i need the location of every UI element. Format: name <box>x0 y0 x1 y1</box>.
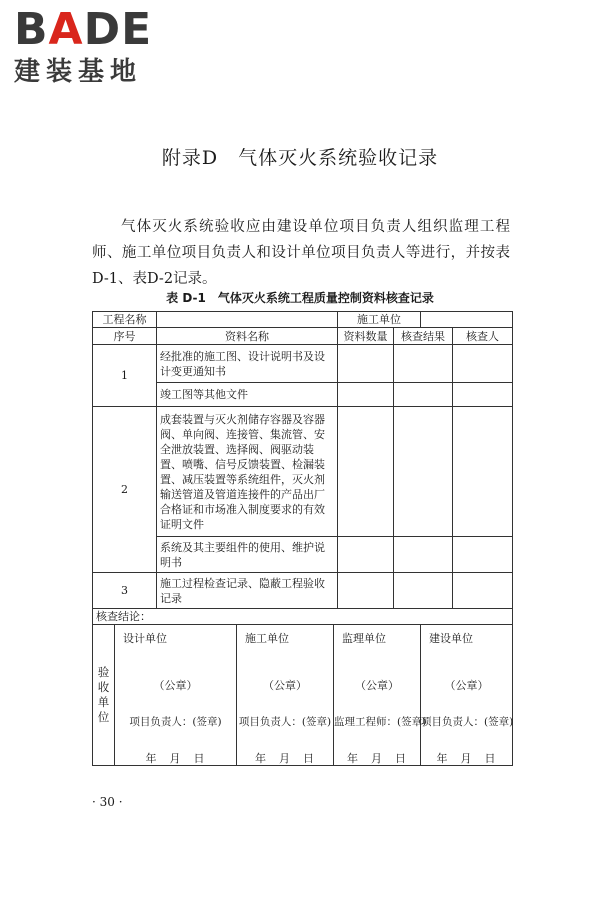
doc-count-cell[interactable] <box>338 573 394 609</box>
construction-unit-label: 施工单位 <box>338 312 421 328</box>
signature-block-owner[interactable] <box>421 625 513 766</box>
checker-header: 核查人 <box>453 328 513 345</box>
signature-unit: 监理单位 <box>342 632 386 645</box>
signature-block-supervision[interactable] <box>334 625 427 766</box>
table-row <box>93 573 513 609</box>
doc-count-cell[interactable] <box>338 383 394 407</box>
check-result-cell[interactable] <box>394 345 453 383</box>
checker-cell[interactable] <box>453 573 513 609</box>
signature-sign: 项目负责人：(签章) <box>129 716 222 728</box>
signature-sign: 项目负责人：(签章) <box>238 716 332 728</box>
construction-unit-value[interactable] <box>421 312 513 328</box>
doc-count-cell[interactable] <box>338 345 394 383</box>
doc-cell: 成套装置与灭火剂储存容器及容器阀、单向阀、连接管、集流管、安全泄放装置、选择阀、阀驱动装置、喷嘴、信号反馈装置、检漏装置、减压装置等系统组件，灭火剂输送管道及管道连接件的产品出厂合格证和市场准入制度要求的有效证明文件 <box>157 407 338 537</box>
table-row <box>93 345 513 383</box>
signature-sign: 项目负责人：(签章) <box>421 716 514 728</box>
checker-cell[interactable] <box>453 407 513 537</box>
acceptance-row <box>93 625 513 766</box>
table-row <box>93 407 513 537</box>
seq-header: 序号 <box>93 328 157 345</box>
check-result-cell[interactable] <box>394 383 453 407</box>
acceptance-unit-label: 验 收 单 位 <box>93 625 115 766</box>
checker-cell[interactable] <box>453 383 513 407</box>
doc-count-cell[interactable] <box>338 407 394 537</box>
signature-seal: （公章） <box>355 679 399 692</box>
seq-cell: 3 <box>93 573 157 609</box>
logo-subtitle: 建装基地 <box>14 57 143 87</box>
conclusion-row <box>93 609 513 625</box>
checker-cell[interactable] <box>453 345 513 383</box>
seq-cell: 2 <box>93 407 157 573</box>
signature-seal: （公章） <box>444 679 489 692</box>
project-name-label: 工程名称 <box>93 312 157 328</box>
signature-seal: （公章） <box>153 679 198 692</box>
check-result-cell[interactable] <box>394 537 453 573</box>
signature-date: 年 月 日 <box>255 752 315 765</box>
signature-date: 年 月 日 <box>145 752 206 765</box>
signature-block-design[interactable] <box>115 625 237 766</box>
check-result-header: 核查结果 <box>394 328 453 345</box>
conclusion-label: 核查结论： <box>93 609 513 625</box>
doc-cell: 经批准的施工图、设计说明书及设计变更通知书 <box>157 345 338 383</box>
project-name-value[interactable] <box>157 312 338 328</box>
table-caption: 表 D-1 气体灭火系统工程质量控制资料核查记录 <box>166 291 434 305</box>
table-row <box>93 312 513 328</box>
signature-seal: （公章） <box>263 679 307 692</box>
signature-unit: 施工单位 <box>245 632 289 645</box>
page-number: · 30 · <box>92 795 123 809</box>
signature-unit: 建设单位 <box>429 632 474 645</box>
appendix-title: 附录D 气体灭火系统验收记录 <box>161 147 439 169</box>
signature-date: 年 月 日 <box>347 752 407 765</box>
table-header-row <box>93 328 513 345</box>
signature-block-construction[interactable] <box>237 625 334 766</box>
doc-cell: 施工过程检查记录、隐蔽工程验收记录 <box>157 573 338 609</box>
doc-count-cell[interactable] <box>338 537 394 573</box>
doc-name-header: 资料名称 <box>157 328 338 345</box>
quality-control-check-table <box>92 311 513 766</box>
check-result-cell[interactable] <box>394 407 453 537</box>
checker-cell[interactable] <box>453 537 513 573</box>
seq-cell: 1 <box>93 345 157 407</box>
doc-cell: 竣工图等其他文件 <box>157 383 338 407</box>
check-result-cell[interactable] <box>394 573 453 609</box>
doc-cell: 系统及其主要组件的使用、维护说明书 <box>157 537 338 573</box>
intro-paragraph: 气体灭火系统验收应由建设单位项目负责人组织监理工程师、施工单位项目负责人和设计单位项目负责人等进行，并按表D-1、表D-2记录。 <box>92 219 510 287</box>
logo-wordmark: BADE <box>14 4 153 55</box>
signature-date: 年 月 日 <box>436 752 497 765</box>
signature-sign: 监理工程师：(签章) <box>334 716 427 728</box>
bade-logo <box>14 6 184 88</box>
doc-count-header: 资料数量 <box>338 328 394 345</box>
signature-unit: 设计单位 <box>123 632 167 645</box>
